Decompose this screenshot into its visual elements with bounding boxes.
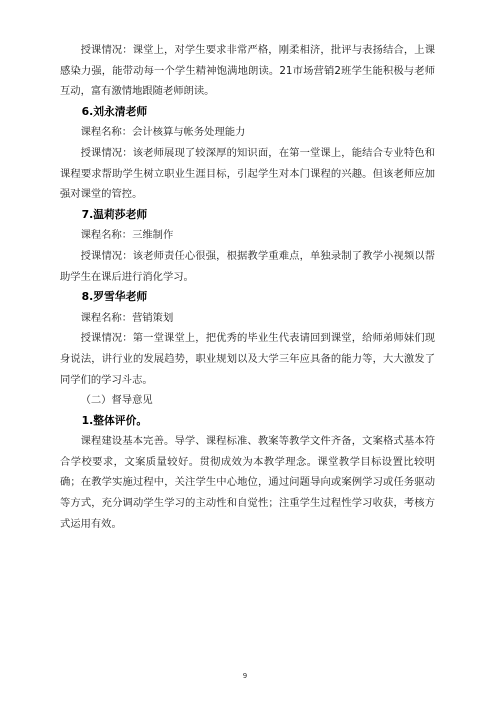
course-name-8: 课程名称：营销策划 [80, 311, 174, 324]
page-number: 9 [242, 672, 248, 680]
document-body [60, 40, 435, 534]
paragraph-teaching-7: 授课情况：该老师责任心很强，根据教学重难点，单独录制了教学小视频以帮助学生在课后进行消化学习。 [60, 249, 435, 283]
course-name-6: 课程名称：会计核算与帐务处理能力 [80, 126, 246, 139]
paragraph-teaching-6: 授课情况：该老师展现了较深厚的知识面，在第一堂课上，能结合专业特色和课程要求帮助学生树立职业生涯目标，引起学生对本门课程的兴趣。但该老师应加强对课堂的管控。 [60, 146, 435, 201]
heading-teacher-6: 6.刘永清老师 [81, 104, 148, 118]
heading-teacher-8: 8.罗雪华老师 [81, 290, 148, 304]
section-heading-supervision: （二）督导意见 [80, 394, 153, 407]
paragraph-teaching-8: 授课情况：第一堂课堂上，把优秀的毕业生代表请回到课堂，给师弟师妹们现身说法，讲行业的发展趋势，职业规划以及大学三年应具备的能力等，大大激发了同学们的学习斗志。 [60, 332, 435, 386]
course-name-7: 课程名称：三维制作 [80, 229, 174, 242]
heading-overall-evaluation: 1.整体评价。 [81, 413, 148, 427]
paragraph-overall-evaluation: 课程建设基本完善。导学、课程标准、教案等教学文件齐备，文案格式基本符合学校要求，文案质量较好。贯彻成效为本教学理念。课堂教学目标设置比较明确；在教学实施过程中，关注学生中心地位，通过问题导向或案例学习或任务驱动等方式，充分调动学生学习的主动性和自觉性；注重学生过程性学习收获，考核方式运用有效。 [60, 435, 435, 530]
paragraph-teaching-5: 授课情况：课堂上，对学生要求非常严格，刚柔相济，批评与表扬结合，上课感染力强，能带动每一个学生精神饱满地朗读。21市场营销2班学生能积极与老师互动，富有激情地跟随老师朗读。 [60, 44, 435, 98]
heading-teacher-7: 7.温莉莎老师 [81, 207, 148, 221]
